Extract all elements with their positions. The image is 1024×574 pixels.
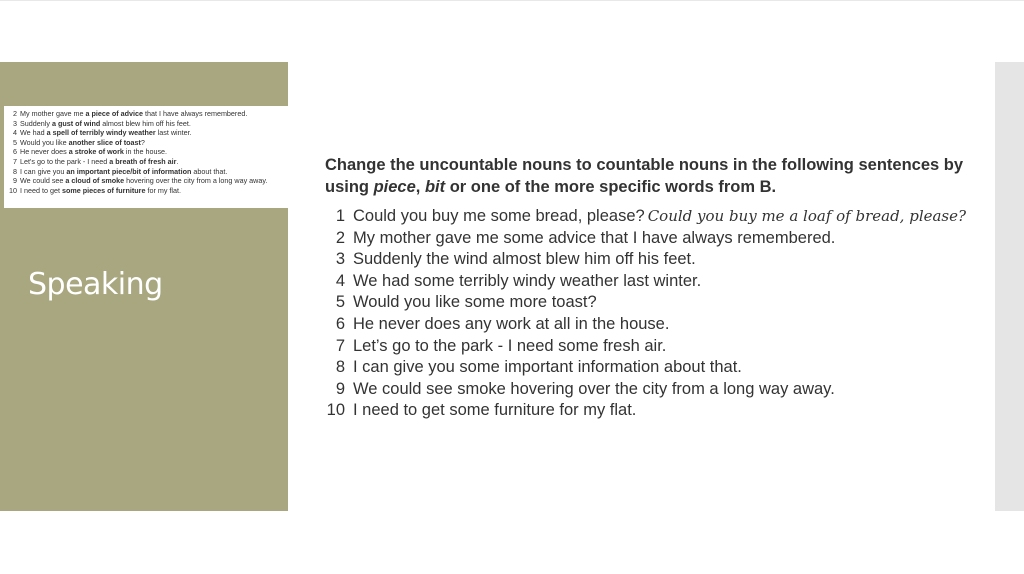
exercise-item <box>325 249 990 271</box>
example-answer: Could you buy me a loaf of bread, please? <box>647 207 967 225</box>
exercise-text: I need to get some furniture for my flat. <box>353 401 637 420</box>
left-panel <box>0 62 288 511</box>
slide <box>0 62 1024 511</box>
exercise-text: Suddenly the wind almost blew him off his feet. <box>353 250 696 269</box>
exercise-item <box>325 292 990 314</box>
exercise-text: Would you like some more toast? <box>353 293 597 312</box>
exercise-item <box>325 336 990 358</box>
exercise-text: We had some terribly windy weather last winter. <box>353 271 702 290</box>
thumbnail-line: 9 We could see a cloud of smoke hovering over the city from a long way away. <box>13 176 268 186</box>
exercise-item <box>325 206 990 228</box>
exercise-number: 9 <box>335 379 345 398</box>
answer-thumbnail <box>4 106 288 208</box>
exercise-text: He never does any work at all in the house. <box>353 314 670 333</box>
exercise-text: Let’s go to the park - I need some fresh air. <box>353 336 667 355</box>
instruction-text: Change the uncountable nouns to countable nouns in the following sentences by using piece, bit or one of the more specific words from B. <box>325 156 964 196</box>
exercise-content <box>325 154 990 422</box>
thumbnail-line: 6 He never does a stroke of work in the house. <box>13 147 168 157</box>
exercise-text: Could you buy me some bread, please? <box>353 207 645 225</box>
thumbnail-line: 5 Would you like another slice of toast? <box>13 137 145 147</box>
exercise-item <box>325 314 990 336</box>
exercise-item <box>325 379 990 401</box>
exercise-number: 8 <box>335 358 345 377</box>
exercise-text: We could see smoke hovering over the city from a long way away. <box>353 379 835 398</box>
exercise-item <box>325 357 990 379</box>
exercise-number: 2 <box>335 228 345 247</box>
exercise-number: 3 <box>335 250 345 269</box>
exercise-number: 1 <box>335 207 345 225</box>
thumbnail-line: 4 We had a spell of terribly windy weather last winter. <box>13 128 192 138</box>
thumbnail-line: 2 My mother gave me a piece of advice that I have always remembered. <box>13 109 248 118</box>
thumbnail-line: 10 I need to get some pieces of furniture for my flat. <box>9 185 181 195</box>
section-title: Speaking <box>28 267 163 302</box>
exercise-item <box>325 400 990 422</box>
top-divider <box>0 0 1024 1</box>
exercise-item <box>325 228 990 250</box>
thumbnail-line: 7 Let's go to the park - I need a breath of fresh air. <box>13 156 179 166</box>
exercise-number: 6 <box>335 314 345 333</box>
thumbnail-line: 3 Suddenly a gust of wind almost blew him off his feet. <box>13 118 191 128</box>
exercise-text: I can give you some important information about that. <box>353 358 742 377</box>
exercise-number: 4 <box>335 271 345 290</box>
exercise-number: 5 <box>335 293 345 312</box>
exercise-number: 10 <box>326 401 345 420</box>
scrollbar[interactable] <box>995 62 1024 511</box>
exercise-item <box>325 271 990 293</box>
exercise-text: My mother gave me some advice that I have always remembered. <box>353 228 836 247</box>
exercise-number: 7 <box>335 336 345 355</box>
thumbnail-line: 8 I can give you an important piece/bit of information about that. <box>13 166 228 176</box>
